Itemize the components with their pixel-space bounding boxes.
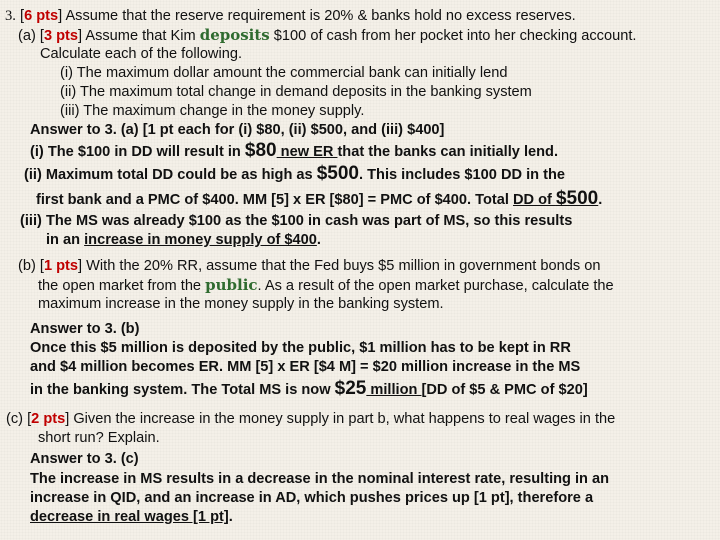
part-b-label: (b) bbox=[18, 258, 36, 274]
answer-a-ii-line-2 bbox=[36, 190, 602, 209]
answer-a-ii-l2-amount: $500 bbox=[555, 188, 599, 209]
answer-a-iii-l2-underlined: increase in money supply of $400 bbox=[84, 232, 317, 248]
answer-c-line-3 bbox=[30, 508, 233, 526]
part-a-item-i: (i) The maximum dollar amount the commercial bank can initially lend bbox=[60, 65, 508, 81]
answer-a-ii-l2-end: . bbox=[598, 192, 603, 208]
answer-b-l3-end: [DD of $5 & PMC of $20] bbox=[421, 382, 588, 398]
part-c-text: Given the increase in the money supply in part b, what happens to real wages in the bbox=[69, 411, 616, 427]
answer-a-ii-end: . This includes $100 DD in the bbox=[359, 167, 566, 183]
answer-b-line-2: and $4 million becomes ER. MM [5] x ER [$4 M] = $20 million increase in the MS bbox=[30, 359, 581, 375]
part-c-line-1 bbox=[6, 410, 615, 428]
points-label: 6 pts bbox=[24, 8, 59, 24]
answer-c-underlined: decrease in real wages [1 pt] bbox=[30, 509, 229, 525]
part-a-item-ii: (ii) The maximum total change in demand deposits in the banking system bbox=[60, 84, 532, 100]
answer-a-ii-text: (ii) Maximum total DD could be as high as bbox=[24, 167, 317, 183]
answer-a-iii: (iii) The MS was already $100 as the $100 in cash was part of MS, so this results bbox=[20, 213, 573, 229]
points-close: ] bbox=[78, 28, 83, 44]
part-a-item-iii: (iii) The maximum change in the money supply. bbox=[60, 103, 365, 119]
answer-b-l3-text: in the banking system. The Total MS is now bbox=[30, 382, 335, 398]
answer-c-end: . bbox=[228, 509, 233, 525]
points-close: ] bbox=[58, 8, 63, 24]
points-label: 1 pts bbox=[43, 258, 79, 274]
question-3-line bbox=[5, 7, 576, 25]
answer-b-heading: Answer to 3. (b) bbox=[30, 321, 140, 337]
public-word: public bbox=[205, 276, 258, 294]
part-a-text: Assume that Kim bbox=[82, 28, 200, 44]
answer-c-line-1: The increase in MS results in a decrease in the nominal interest rate, resulting in an bbox=[30, 471, 610, 487]
answer-b-line-3 bbox=[30, 380, 588, 399]
part-b-text: With the 20% RR, assume that the Fed buys $5 million in government bonds on bbox=[82, 258, 601, 274]
answer-a-i-end: that the banks can initially lend. bbox=[337, 144, 559, 160]
part-b-l2-text: the open market from the bbox=[38, 278, 206, 294]
points-close: ] bbox=[65, 411, 70, 427]
answer-a-iii-line-2 bbox=[46, 231, 321, 249]
points-open: [ bbox=[27, 411, 32, 427]
question-number: 3. bbox=[5, 8, 16, 24]
part-b-l2-end: . As a result of the open market purchase, calculate the bbox=[257, 278, 614, 294]
points-open: [ bbox=[20, 8, 25, 24]
answer-a-i-amount: $80 bbox=[244, 140, 277, 161]
answer-a-ii-amount: $500 bbox=[316, 163, 360, 184]
points-open: [ bbox=[39, 258, 44, 274]
deposits-word: deposits bbox=[199, 26, 270, 44]
part-a-line-2: Calculate each of the following. bbox=[40, 46, 243, 62]
answer-a-iii-l2-end: . bbox=[316, 232, 321, 248]
points-close: ] bbox=[78, 258, 83, 274]
part-a-line-1 bbox=[18, 26, 636, 45]
part-a-label: (a) bbox=[18, 28, 36, 44]
answer-b-amount: $25 bbox=[334, 378, 367, 399]
answer-a-ii bbox=[24, 165, 565, 184]
answer-a-heading: Answer to 3. (a) [1 pt each for (i) $80, (ii) $500, and (iii) $400] bbox=[30, 122, 445, 138]
part-c-line-2: short run? Explain. bbox=[38, 430, 160, 446]
answer-b-underlined: million bbox=[366, 382, 422, 398]
points-label: 3 pts bbox=[43, 28, 79, 44]
part-b-line-2 bbox=[38, 276, 614, 295]
points-open: [ bbox=[39, 28, 44, 44]
answer-c-heading: Answer to 3. (c) bbox=[30, 451, 139, 467]
answer-a-ii-l2-underlined: DD of bbox=[512, 192, 556, 208]
part-b-line-1 bbox=[18, 257, 600, 275]
part-b-line-3: maximum increase in the money supply in the banking system. bbox=[38, 296, 444, 312]
question-text: Assume that the reserve requirement is 20% & banks hold no excess reserves. bbox=[62, 8, 576, 24]
answer-a-i bbox=[30, 142, 558, 161]
answer-c-line-2: increase in QID, and an increase in AD, which pushes prices up [1 pt], therefore a bbox=[30, 490, 594, 506]
answer-a-iii-l2-text: in an bbox=[46, 232, 85, 248]
answer-a-i-underlined: new ER bbox=[276, 144, 338, 160]
part-a-text-2: $100 of cash from her pocket into her checking account. bbox=[269, 28, 637, 44]
answer-a-i-text: (i) The $100 in DD will result in bbox=[30, 144, 245, 160]
answer-b-line-1: Once this $5 million is deposited by the public, $1 million has to be kept in RR bbox=[30, 340, 571, 356]
answer-a-ii-l2-text: first bank and a PMC of $400. MM [5] x ER [$80] = PMC of $400. Total bbox=[36, 192, 513, 208]
points-label: 2 pts bbox=[31, 411, 66, 427]
part-c-label: (c) bbox=[6, 411, 24, 427]
